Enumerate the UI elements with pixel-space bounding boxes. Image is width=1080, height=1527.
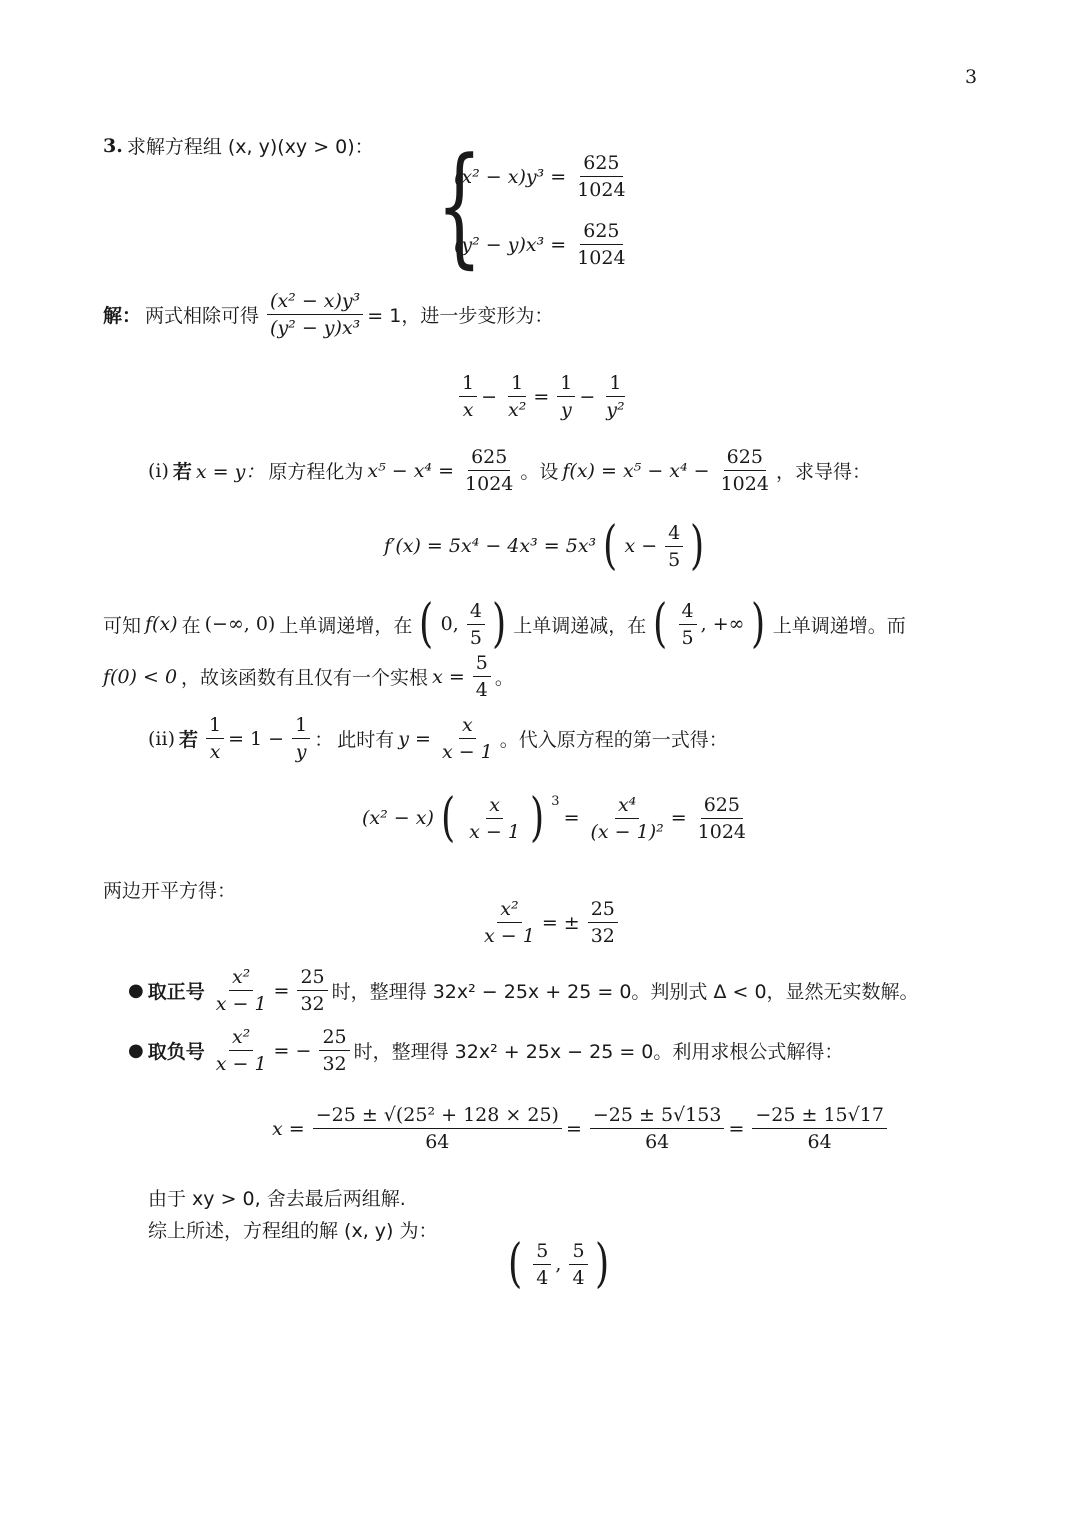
ratio-denominator: (y² − y)x³ xyxy=(270,317,361,339)
ratio-rhs: = 1，进一步变形为： xyxy=(367,305,554,327)
bullet-positive-rnum: 25 xyxy=(297,966,327,991)
equation-system xyxy=(432,129,652,281)
root-condition: f(0) < 0 xyxy=(103,665,178,688)
mono-text-e: 上单调递增。而 xyxy=(772,614,906,637)
equation-1-numerator: 625 xyxy=(580,152,622,177)
bullet-negative-rnum: 25 xyxy=(319,1026,349,1051)
int2-right-paren: ) xyxy=(491,594,507,654)
reduced-eq: = xyxy=(533,385,550,408)
bullet-negative-rden: 32 xyxy=(322,1053,347,1075)
quadratic-den-3: 64 xyxy=(807,1131,832,1153)
case-1-heading: 若 xyxy=(172,461,192,483)
sub-right-paren: ) xyxy=(530,788,545,848)
reduced-equation xyxy=(455,372,632,421)
answer-right-paren: ) xyxy=(594,1234,609,1294)
sqrt-num-2: 25 xyxy=(588,898,618,923)
case-2-y-num: x xyxy=(459,714,476,739)
case-1-f-num: 625 xyxy=(724,446,766,471)
case-1-text-1: 原方程化为 xyxy=(268,461,364,483)
solution-intro-text: 两式相除可得 xyxy=(145,305,260,327)
bullet-positive-eq: = xyxy=(273,979,290,1002)
bullet-dot: ● xyxy=(128,980,144,1001)
bullet-positive-label: 取正号 xyxy=(147,981,205,1003)
equation-1-denominator: 1024 xyxy=(577,179,626,201)
bullet-negative-den: x − 1 xyxy=(215,1053,267,1075)
quadratic-lhs: x = xyxy=(272,1117,305,1140)
case-1-line xyxy=(148,446,875,495)
equation-2-denominator: 1024 xyxy=(577,247,626,269)
quadratic-den-1: 64 xyxy=(425,1131,450,1153)
derivative-inner: x − xyxy=(624,535,658,557)
final-answer xyxy=(505,1234,616,1294)
mono-interval-2-num: 4 xyxy=(467,600,485,625)
reduced-t1-den: x xyxy=(462,399,474,421)
sub-num: x xyxy=(486,794,503,819)
case-2-line xyxy=(148,714,732,763)
int2-left-paren: ( xyxy=(419,594,434,654)
case-1-eq-lhs: x⁵ − x⁴ = xyxy=(367,459,455,482)
case-2-cond-mid: = 1 − xyxy=(228,727,285,750)
mono-interval-3-end: , +∞ xyxy=(700,613,745,635)
quadratic-num-2: −25 ± 5√153 xyxy=(590,1104,725,1129)
answer-den-1: 4 xyxy=(536,1266,549,1289)
case-1-eq-den: 1024 xyxy=(465,473,514,495)
mono-text-b: 在 xyxy=(181,614,201,637)
solution-label: 解： xyxy=(103,305,142,327)
sqrt-den: x − 1 xyxy=(484,925,535,947)
problem-text: 求解方程组 (x, y)(xy > 0)： xyxy=(126,136,374,158)
mono-interval-2-den: 5 xyxy=(469,626,482,649)
page-number: 3 xyxy=(965,66,978,88)
mono-text-d: 上单调递减，在 xyxy=(513,614,647,637)
bullet-negative-text: 时，整理得 32x² + 25x − 25 = 0。利用求根公式解得： xyxy=(353,1041,844,1063)
derivative-num: 4 xyxy=(665,522,683,547)
bullet-negative xyxy=(128,1026,847,1075)
reduced-t1-num: 1 xyxy=(459,372,477,397)
equation-2-numerator: 625 xyxy=(580,220,622,245)
case-2-cond-den-1: x xyxy=(209,741,221,763)
quadratic-den-2: 64 xyxy=(645,1131,670,1153)
bullet-negative-label: 取负号 xyxy=(147,1041,205,1063)
case-1-text-3: ，求导得： xyxy=(775,461,871,483)
sub-power: 3 xyxy=(551,793,560,809)
bullet-negative-eq: = − xyxy=(273,1039,312,1062)
case-1-label: (i) xyxy=(148,459,169,482)
sqrt-den-2: 32 xyxy=(590,925,615,947)
sqrt-text: 两边开平方得： xyxy=(103,880,237,902)
system-brace: { xyxy=(436,129,483,281)
int3-right-paren: ) xyxy=(751,594,766,654)
bullet-positive xyxy=(128,966,923,1015)
equation-2-lhs: (y² − y)x³ = xyxy=(454,233,567,256)
bullet-positive-den: x − 1 xyxy=(215,993,267,1015)
quadratic-formula xyxy=(272,1104,891,1153)
case-1-f-def: f(x) = x⁵ − x⁴ − xyxy=(562,459,710,482)
case-2-heading: 若 xyxy=(178,729,198,751)
bullet-positive-num: x² xyxy=(229,966,253,991)
case-2-y-eq: y = xyxy=(398,727,431,750)
deriv-right-paren: ) xyxy=(690,516,705,576)
root-end: 。 xyxy=(494,667,514,689)
mono-interval-3-num: 4 xyxy=(679,600,697,625)
mono-f: f(x) xyxy=(145,613,178,635)
case-1-condition: x = y： xyxy=(195,461,265,483)
quadratic-eq-2: = xyxy=(728,1117,745,1140)
sub-eq: = xyxy=(563,807,580,829)
reduced-op2: − xyxy=(579,385,596,408)
quadratic-eq-1: = xyxy=(565,1117,582,1140)
case-2-cond-num-2: 1 xyxy=(292,714,310,739)
derivative-den: 5 xyxy=(668,548,681,571)
bullet-dot: ● xyxy=(128,1040,144,1061)
quadratic-num-1: −25 ± √(25² + 128 × 25) xyxy=(313,1104,562,1129)
reduced-op1: − xyxy=(481,385,498,408)
case-2-y-den: x − 1 xyxy=(441,741,493,763)
case-2-cond-den-2: y xyxy=(295,741,307,763)
monotonicity-line xyxy=(103,594,910,654)
answer-num-2: 5 xyxy=(569,1240,587,1265)
derivative-lhs: f′(x) = 5x⁴ − 4x³ = 5x³ xyxy=(384,535,597,557)
case-2-text-1: 此时有 xyxy=(337,729,395,751)
quadratic-num-3: −25 ± 15√17 xyxy=(752,1104,887,1129)
equation-1 xyxy=(454,152,633,201)
root-text: ，故该函数有且仅有一个实根 xyxy=(181,667,429,689)
problem-number: 3. xyxy=(103,134,123,157)
root-x: x = xyxy=(432,665,465,688)
ratio-numerator: (x² − x)y³ xyxy=(267,290,363,315)
sub-num-2: x⁴ xyxy=(615,794,639,819)
substituted-equation xyxy=(362,788,753,848)
sub-lhs: (x² − x) xyxy=(362,807,434,829)
derivative-equation xyxy=(384,516,712,576)
equation-2 xyxy=(454,220,633,269)
sqrt-equation xyxy=(477,898,622,947)
reduced-t3-den: y xyxy=(560,399,572,421)
problem-statement xyxy=(103,132,378,159)
mono-interval-2-start: 0, xyxy=(440,613,459,635)
mono-text-c: 上单调递增，在 xyxy=(279,614,413,637)
reduced-t4-den: y² xyxy=(606,399,625,421)
reduced-t2-num: 1 xyxy=(508,372,526,397)
mono-text-a: 可知 xyxy=(103,614,142,637)
equation-1-lhs: (x² − x)y³ = xyxy=(454,165,567,188)
case-1-eq-num: 625 xyxy=(468,446,510,471)
sub-den: x − 1 xyxy=(469,820,520,843)
answer-den-2: 4 xyxy=(572,1266,585,1289)
deriv-left-paren: ( xyxy=(603,516,618,576)
case-1-text-2: 。设 xyxy=(520,461,559,483)
case-1-f-den: 1024 xyxy=(720,473,769,495)
sub-left-paren: ( xyxy=(440,788,456,848)
sub-den-3: 1024 xyxy=(697,820,747,843)
solution-intro xyxy=(103,290,557,339)
sub-eq-2: = xyxy=(670,807,687,829)
mono-interval-3-den: 5 xyxy=(681,626,694,649)
int3-left-paren: ( xyxy=(653,594,668,654)
sqrt-eq: = ± xyxy=(541,911,580,934)
conclusion-line-2: 综上所述，方程组的解 (x, y) 为： xyxy=(148,1220,438,1242)
answer-left-paren: ( xyxy=(508,1234,523,1294)
bullet-positive-rden: 32 xyxy=(300,993,325,1015)
reduced-t4-num: 1 xyxy=(606,372,624,397)
root-line xyxy=(103,652,518,701)
root-den: 4 xyxy=(475,679,488,701)
answer-separator: , xyxy=(555,1253,562,1275)
case-2-text-2: 。代入原方程的第一式得： xyxy=(499,729,728,751)
sqrt-num: x² xyxy=(497,898,521,923)
reduced-t3-num: 1 xyxy=(557,372,575,397)
reduced-t2-den: x² xyxy=(508,399,527,421)
bullet-negative-num: x² xyxy=(229,1026,253,1051)
mono-interval-1: (−∞, 0) xyxy=(204,613,276,635)
bullet-positive-text: 时，整理得 32x² − 25x + 25 = 0。判别式 Δ < 0，显然无实数解。 xyxy=(331,981,919,1003)
case-2-label: (ii) xyxy=(148,727,175,750)
sub-num-3: 625 xyxy=(701,794,743,819)
sub-den-2: (x − 1)² xyxy=(590,820,664,843)
case-2-cond-num-1: 1 xyxy=(206,714,224,739)
case-2-colon: ： xyxy=(314,729,334,751)
conclusion-line-1: 由于 xy > 0, 舍去最后两组解. xyxy=(148,1188,406,1210)
answer-num-1: 5 xyxy=(533,1240,551,1265)
root-num: 5 xyxy=(473,652,491,677)
